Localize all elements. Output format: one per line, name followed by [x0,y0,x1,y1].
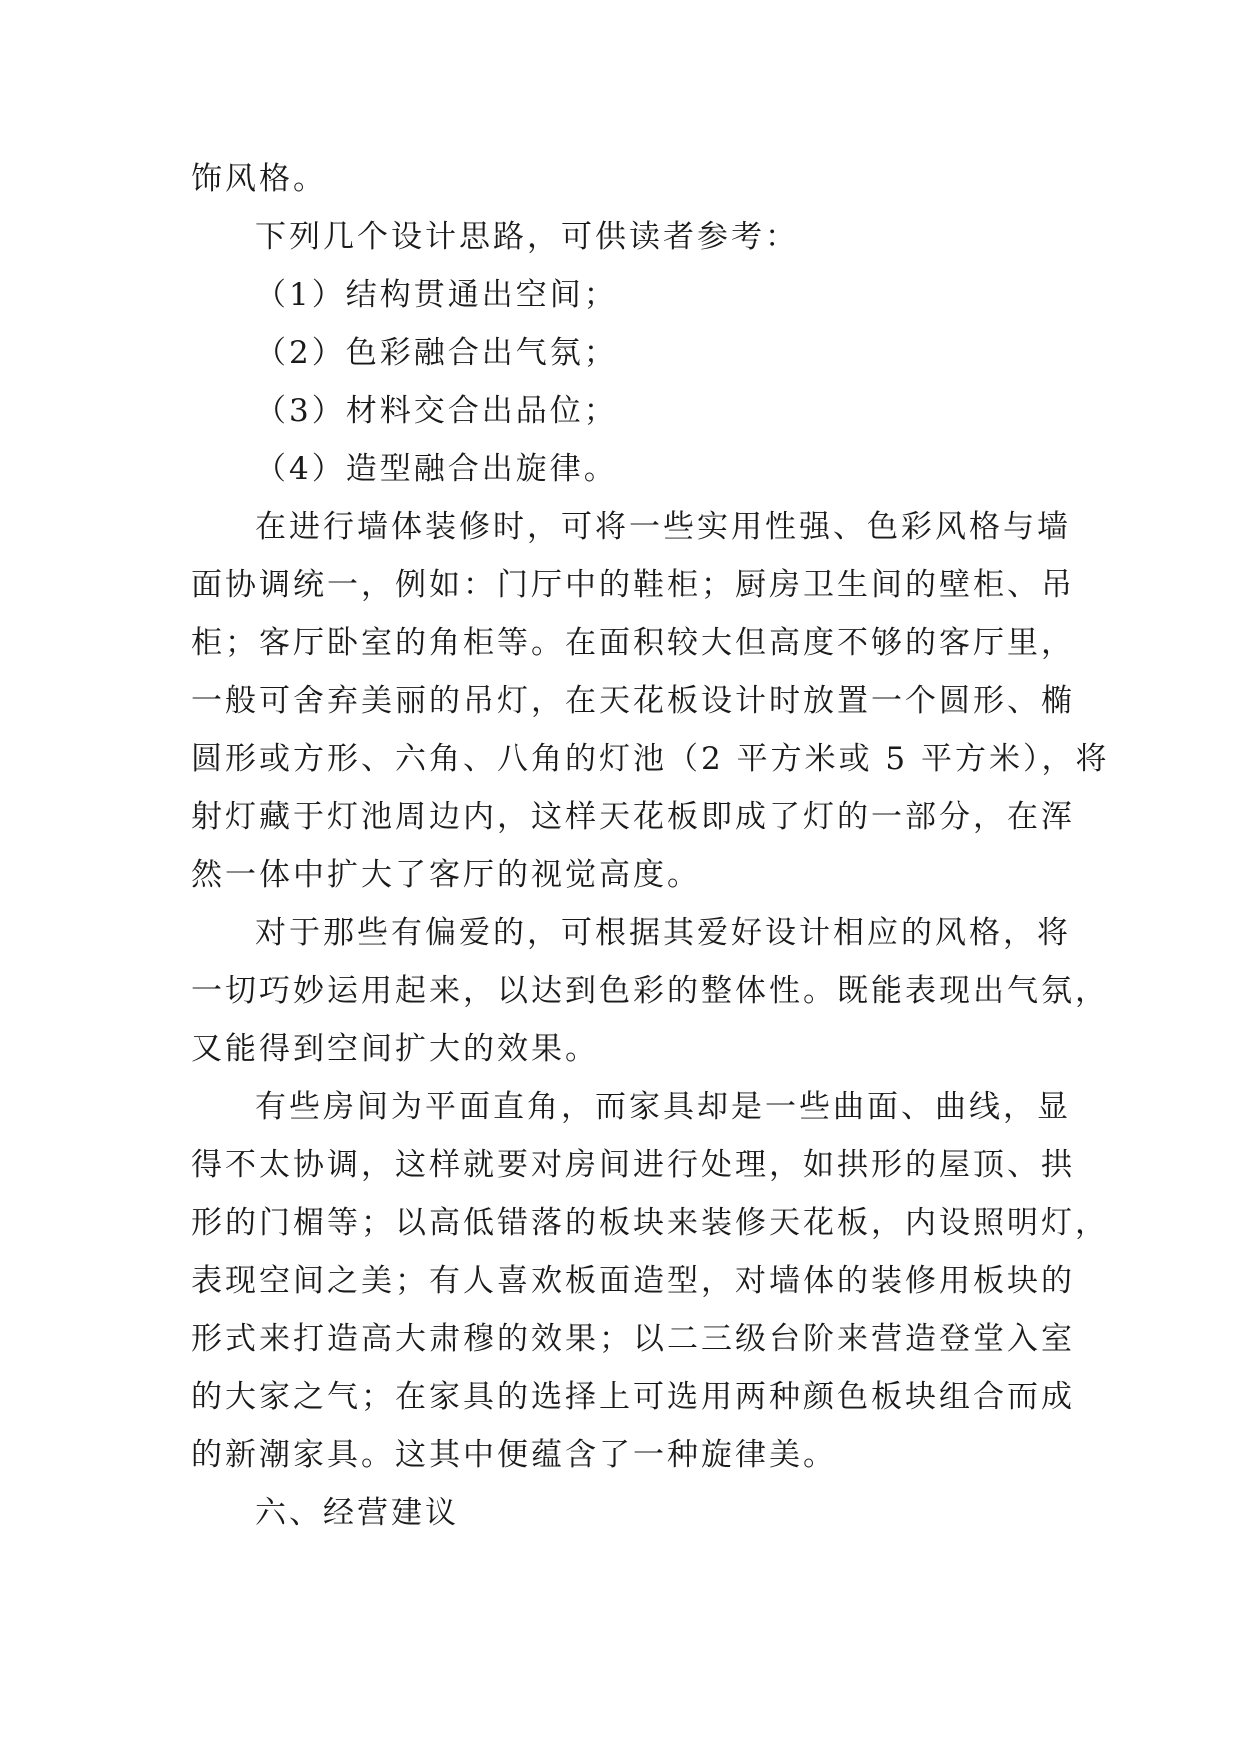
text-line: 表现空间之美；有人喜欢板面造型，对墙体的装修用板块的 [191,1263,1075,1299]
text-line: 形式来打造高大肃穆的效果；以二三级台阶来营造登堂入室 [191,1321,1075,1357]
text-line: 柜；客厅卧室的角柜等。在面积较大但高度不够的客厅里， [191,625,1075,661]
text-line: 的新潮家具。这其中便蕴含了一种旋律美。 [191,1437,837,1473]
body-text [191,150,1110,1542]
text-line: 对于那些有偏爱的，可根据其爱好设计相应的风格，将 [255,915,1071,951]
text-line: 射灯藏于灯池周边内，这样天花板即成了灯的一部分，在浑 [191,799,1075,835]
text-line: 在进行墙体装修时，可将一些实用性强、色彩风格与墙 [255,509,1071,545]
text-line: 有些房间为平面直角，而家具却是一些曲面、曲线，显 [255,1089,1071,1125]
text-line: 一切巧妙运用起来，以达到色彩的整体性。既能表现出气氛， [191,973,1109,1009]
text-line: 形的门楣等；以高低错落的板块来装修天花板，内设照明灯， [191,1205,1109,1241]
text-line: 得不太协调，这样就要对房间进行处理，如拱形的屋顶、拱 [191,1147,1075,1183]
text-line: 圆形或方形、六角、八角的灯池（2 平方米或 5 平方米），将 [191,741,1110,777]
section-heading: 六、经营建议 [255,1495,459,1531]
list-item: （4）造型融合出旋律。 [255,451,618,487]
text-line: 一般可舍弃美丽的吊灯，在天花板设计时放置一个圆形、椭 [191,683,1075,719]
list-item: （1）结构贯通出空间； [255,277,618,313]
text-line: 又能得到空间扩大的效果。 [191,1031,599,1067]
text-line: 下列几个设计思路，可供读者参考： [255,219,799,255]
list-item: （3）材料交合出品位； [255,393,618,429]
text-line: 的大家之气；在家具的选择上可选用两种颜色板块组合而成 [191,1379,1075,1415]
text-line: 然一体中扩大了客厅的视觉高度。 [191,857,701,893]
text-line: 面协调统一，例如：门厅中的鞋柜；厨房卫生间的壁柜、吊 [191,567,1075,603]
list-item: （2）色彩融合出气氛； [255,335,618,371]
text-line: 饰风格。 [191,161,327,197]
